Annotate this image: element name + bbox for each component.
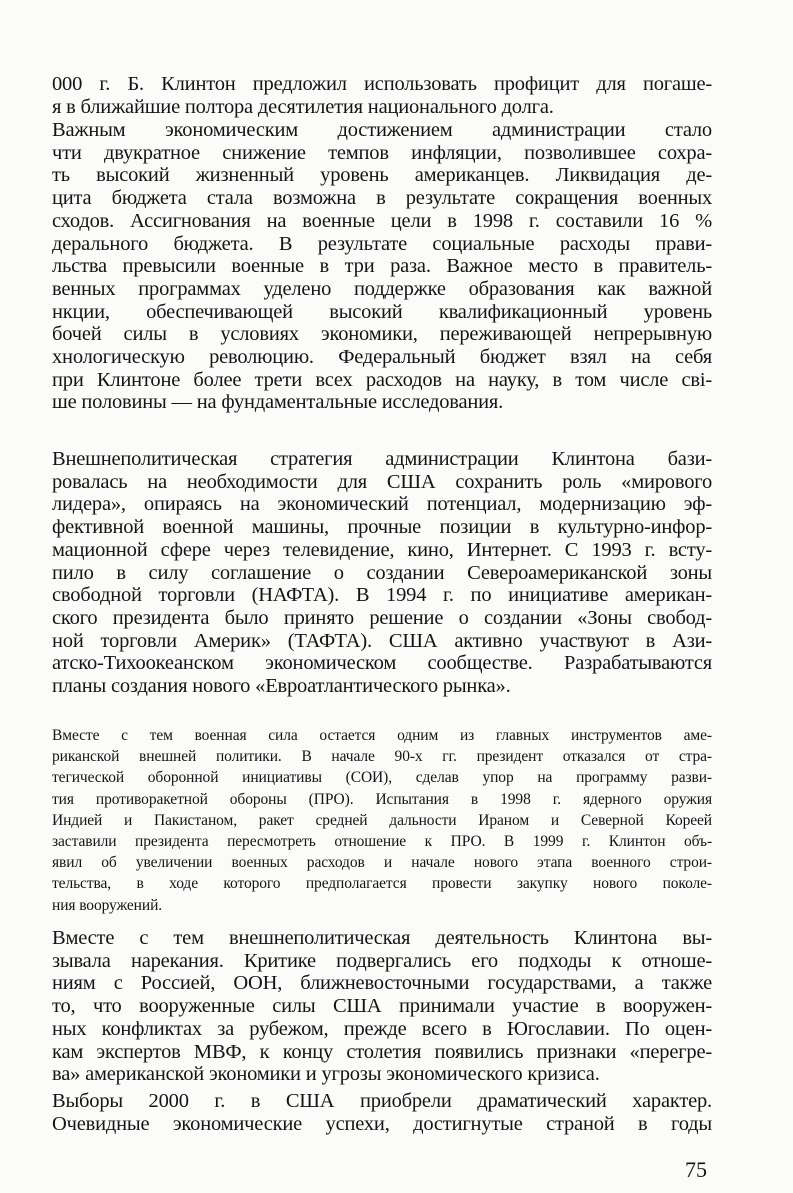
paragraph-economic-achievements: [52, 119, 712, 414]
paragraph-elections-2000: [52, 1090, 712, 1135]
text-line: фективной военной машины, прочные позиции в культурно-инфор-: [52, 516, 712, 539]
text-line: ных конфликтах за рубежом, прежде всего в Югославии. По оцен-: [52, 1017, 712, 1040]
paragraph-clinton-surplus: [52, 73, 712, 118]
text-line: пило в силу соглашение о создании Североамериканской зоны: [52, 561, 712, 584]
text-line: планы создания нового «Евроатлантического рынка».: [52, 675, 511, 698]
text-line: ниям с Россией, ООН, ближневосточными государствами, а также: [52, 972, 712, 995]
text-line: Внешнеполитическая стратегия администрации Клинтона бази-: [52, 448, 712, 470]
text-line: то, что вооруженные силы США принимали участие в вооружен-: [52, 995, 712, 1018]
paragraph-military-note: [52, 725, 712, 916]
text-line: Важным экономическим достижением администрации стало: [52, 119, 712, 141]
text-line: венных программах уделено поддержке образования как важной: [52, 277, 712, 300]
text-line: чти двукратное снижение темпов инфляции, позволившее сохра-: [52, 141, 712, 164]
text-line: цита бюджета стала возможна в результате сокращения военных: [52, 187, 712, 210]
text-line: зывала нарекания. Критике подвергались его подходы к отноше-: [52, 949, 712, 972]
text-line: ния вооружений.: [52, 896, 163, 914]
text-line: лидера», опираясь на экономический потенциал, модернизацию эф-: [52, 493, 712, 516]
text-line: сходов. Ассигнования на военные цели в 1998 г. составили 16 %: [52, 209, 712, 232]
text-line: тельства, в ходе которого предполагается провести закупку нового поколе-: [52, 875, 712, 893]
text-line: ной торговли Америк» (ТАФТА). США активно участвуют в Ази-: [52, 629, 712, 652]
text-line: явил об увеличении военных расходов и начале нового этапа военного строи-: [52, 854, 712, 872]
text-line: мационной сфере через телевидение, кино, Интернет. С 1993 г. всту-: [52, 538, 712, 561]
text-line: Вместе с тем военная сила остается одним из главных инструментов аме-: [52, 727, 712, 744]
text-line: нкции, обеспечивающей высокий квалификационный уровень: [52, 300, 712, 323]
text-line: бочей силы в условиях экономики, переживающей непрерывную: [52, 323, 712, 346]
text-line: ровалась на необходимости для США сохранить роль «мирового: [52, 470, 712, 493]
text-line: при Клинтоне более трети всех расходов на науку, в том числе сві-: [52, 368, 712, 391]
text-line: ва» американской экономики и угрозы экономического кризиса.: [52, 1063, 600, 1086]
text-line: хнологическую революцию. Федеральный бюджет взял на себя: [52, 346, 712, 369]
text-line: тегической оборонной инициативы (СОИ), сделав упор на программу разви-: [52, 769, 712, 787]
text-line: Очевидные экономические успехи, достигнутые страной в годы: [52, 1112, 712, 1135]
text-line: я в ближайшие полтора десятилетия национального долга.: [52, 95, 554, 118]
text-line: ть высокий жизненный уровень американцев. Ликвидация де-: [52, 164, 712, 187]
page-number: 75: [685, 1157, 707, 1182]
text-line: атско-Тихоокеанском экономическом сообществе. Разрабатываются: [52, 652, 712, 675]
text-line: риканской внешней политики. В начале 90-х гг. президент отказался от стра-: [52, 748, 712, 766]
text-line: кам экспертов МВФ, к концу столетия появились признаки «перегре-: [52, 1040, 712, 1063]
paragraph-criticism: [52, 927, 712, 1086]
text-line: тия противоракетной обороны (ПРО). Испытания в 1998 г. ядерного оружия: [52, 790, 712, 808]
text-line: Выборы 2000 г. в США приобрели драматический характер.: [52, 1090, 712, 1112]
text-line: 000 г. Б. Клинтон предложил использовать профицит для погаше-: [52, 73, 712, 95]
text-line: Индией и Пакистаном, ракет средней дальности Ираном и Северной Кореей: [52, 811, 712, 829]
text-line: ского президента было принято решение о создании «Зоны свобод-: [52, 606, 712, 629]
text-line: Вместе с тем внешнеполитическая деятельность Клинтона вы-: [52, 927, 712, 949]
paragraph-foreign-policy-strategy: [52, 448, 712, 698]
text-line: дерального бюджета. В результате социальные расходы прави-: [52, 232, 712, 255]
text-line: свободной торговли (НАФТА). В 1994 г. по инициативе американ-: [52, 584, 712, 607]
text-line: заставили президента пересмотреть отношение к ПРО. В 1999 г. Клинтон объ-: [52, 833, 712, 851]
text-line: льства превысили военные в три раза. Важное место в правитель-: [52, 255, 712, 278]
text-line: ше половины — на фундаментальные исследования.: [52, 391, 504, 414]
